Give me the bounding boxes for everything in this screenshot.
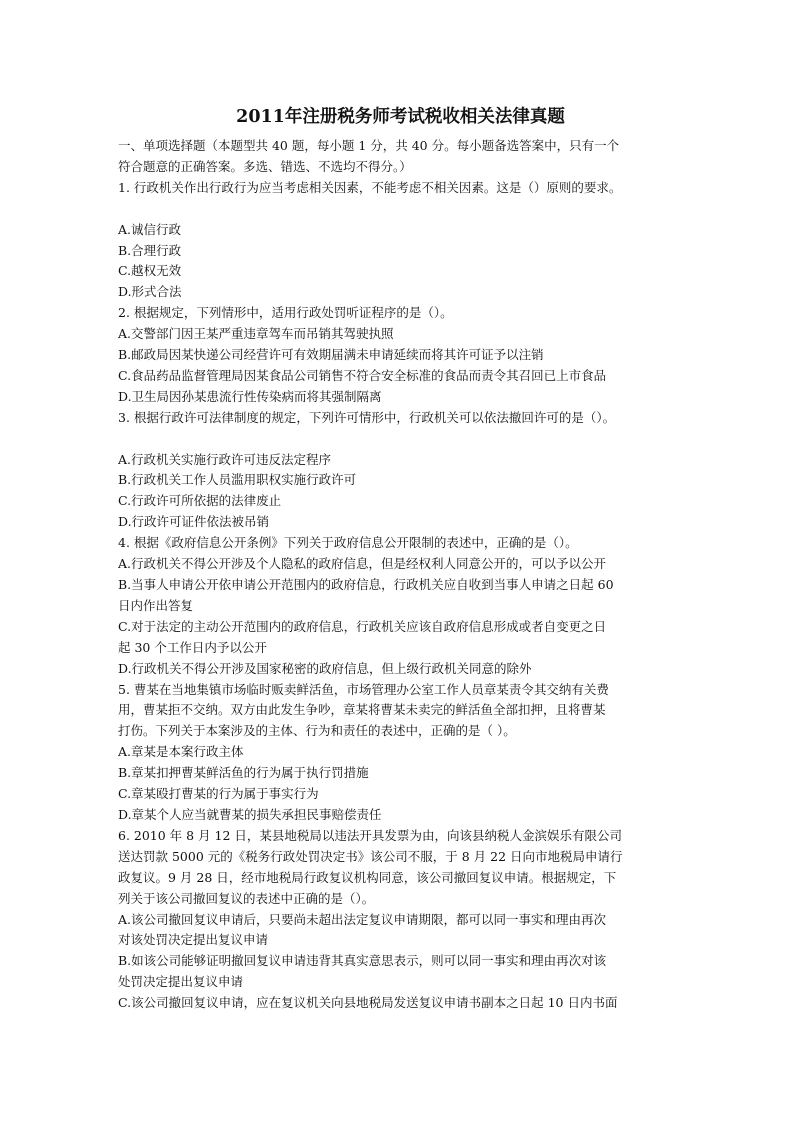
text-line: 对该处罚决定提出复议申请 [118, 932, 269, 948]
text-line: 日内作出答复 [118, 597, 194, 613]
text-line: B.合理行政 [118, 242, 182, 258]
text-line: A.交警部门因王某严重违章驾车而吊销其驾驶执照 [118, 326, 394, 342]
text-line: 符合题意的正确答案。多选、错选、不选均不得分。） [118, 158, 412, 174]
text-line: D.形式合法 [118, 284, 182, 300]
text-line: A.行政机关不得公开涉及个人隐私的政府信息，但是经权利人同意公开的，可以予以公开 [118, 556, 607, 572]
text-line: 4. 根据《政府信息公开条例》下列关于政府信息公开限制的表述中，正确的是（）。 [118, 535, 578, 551]
text-line: 起 30 个工作日内予以公开 [118, 639, 267, 655]
text-line: C.越权无效 [118, 263, 182, 279]
text-line: 处罚决定提出复议申请 [118, 974, 244, 990]
text-line: 一、单项选择题（本题型共 40 题，每小题 1 分，共 40 分。每小题备选答案中，只有一个 [118, 138, 620, 153]
text-line: A.该公司撤回复议申请后，只要尚未超出法定复议申请期限，都可以同一事实和理由再次 [118, 911, 607, 927]
text-line: 5. 曹某在当地集镇市场临时贩卖鲜活鱼，市场管理办公室工作人员章某责令其交纳有关费 [118, 681, 609, 697]
document-body [118, 136, 683, 1014]
text-line: D.行政许可证件依法被吊销 [118, 514, 270, 530]
text-line: C.对于法定的主动公开范围内的政府信息，行政机关应该自政府信息形成或者自变更之日 [118, 618, 607, 634]
text-line: 2. 根据规定，下列情形中，适用行政处罚听证程序的是（）。 [118, 305, 453, 321]
text-line: B.邮政局因某快递公司经营许可有效期届满未申请延续而将其许可证予以注销 [118, 347, 544, 363]
text-line: A.章某是本案行政主体 [118, 744, 244, 760]
text-line: B.如该公司能够证明撤回复议申请违背其真实意思表示，则可以同一事实和理由再次对该 [118, 953, 607, 969]
text-line: 打伤。下列关于本案涉及的主体、行为和责任的表述中，正确的是（ ）。 [118, 723, 516, 739]
document-page [118, 100, 683, 1014]
text-line: C.行政许可所依据的法律废止 [118, 493, 282, 509]
text-line: B.行政机关工作人员滥用职权实施行政许可 [118, 472, 357, 488]
text-line: B.章某扣押曹某鲜活鱼的行为属于执行罚措施 [118, 765, 369, 781]
text-line: C.食品药品监督管理局因某食品公司销售不符合安全标准的食品而责令其召回已上市食品 [118, 367, 607, 383]
text-line: A.行政机关实施行政许可违反法定程序 [118, 451, 332, 467]
text-line: C.章某殴打曹某的行为属于事实行为 [118, 786, 319, 802]
text-line: 用，曹某拒不交纳。双方由此发生争吵，章某将曹某未卖完的鲜活鱼全部扣押，且将曹某 [118, 702, 606, 718]
text-line: D.行政机关不得公开涉及国家秘密的政府信息，但上级行政机关同意的除外 [118, 660, 532, 676]
text-line: A.诚信行政 [118, 221, 182, 237]
text-line: 6. 2010 年 8 月 12 日，某县地税局以违法开具发票为由，向该县纳税人金滨娱乐有限公司 [118, 827, 622, 843]
text-line: 政复议。9 月 28 日，经市地税局行政复议机构同意，该公司撤回复议申请。根据规定，下 [118, 869, 617, 885]
document-title: 2011年注册税务师考试税收相关法律真题 [236, 107, 565, 127]
blank-line [118, 429, 683, 450]
text-line: D.卫生局因孙某患流行性传染病而将其强制隔离 [118, 388, 382, 404]
blank-line [118, 199, 683, 220]
text-line: 列关于该公司撤回复议的表述中正确的是（）。 [118, 890, 375, 906]
text-line: 送达罚款 5000 元的《税务行政处罚决定书》该公司不服，于 8 月 22 日向市地税局申请行 [118, 848, 623, 864]
text-line: 3. 根据行政许可法律制度的规定，下列许可情形中，行政机关可以依法撤回许可的是（）。 [118, 409, 616, 425]
text-line: B.当事人申请公开依申请公开范围内的政府信息，行政机关应自收到当事人申请之日起 60 [118, 577, 614, 592]
text-line: C.该公司撤回复议申请，应在复议机关向县地税局发送复议申请书副本之日起 10 日内书面 [118, 995, 618, 1011]
text-line: D.章某个人应当就曹某的损失承担民事赔偿责任 [118, 806, 382, 822]
text-line: 1. 行政机关作出行政行为应当考虑相关因素，不能考虑不相关因素。这是（）原则的要求。 [118, 179, 622, 195]
